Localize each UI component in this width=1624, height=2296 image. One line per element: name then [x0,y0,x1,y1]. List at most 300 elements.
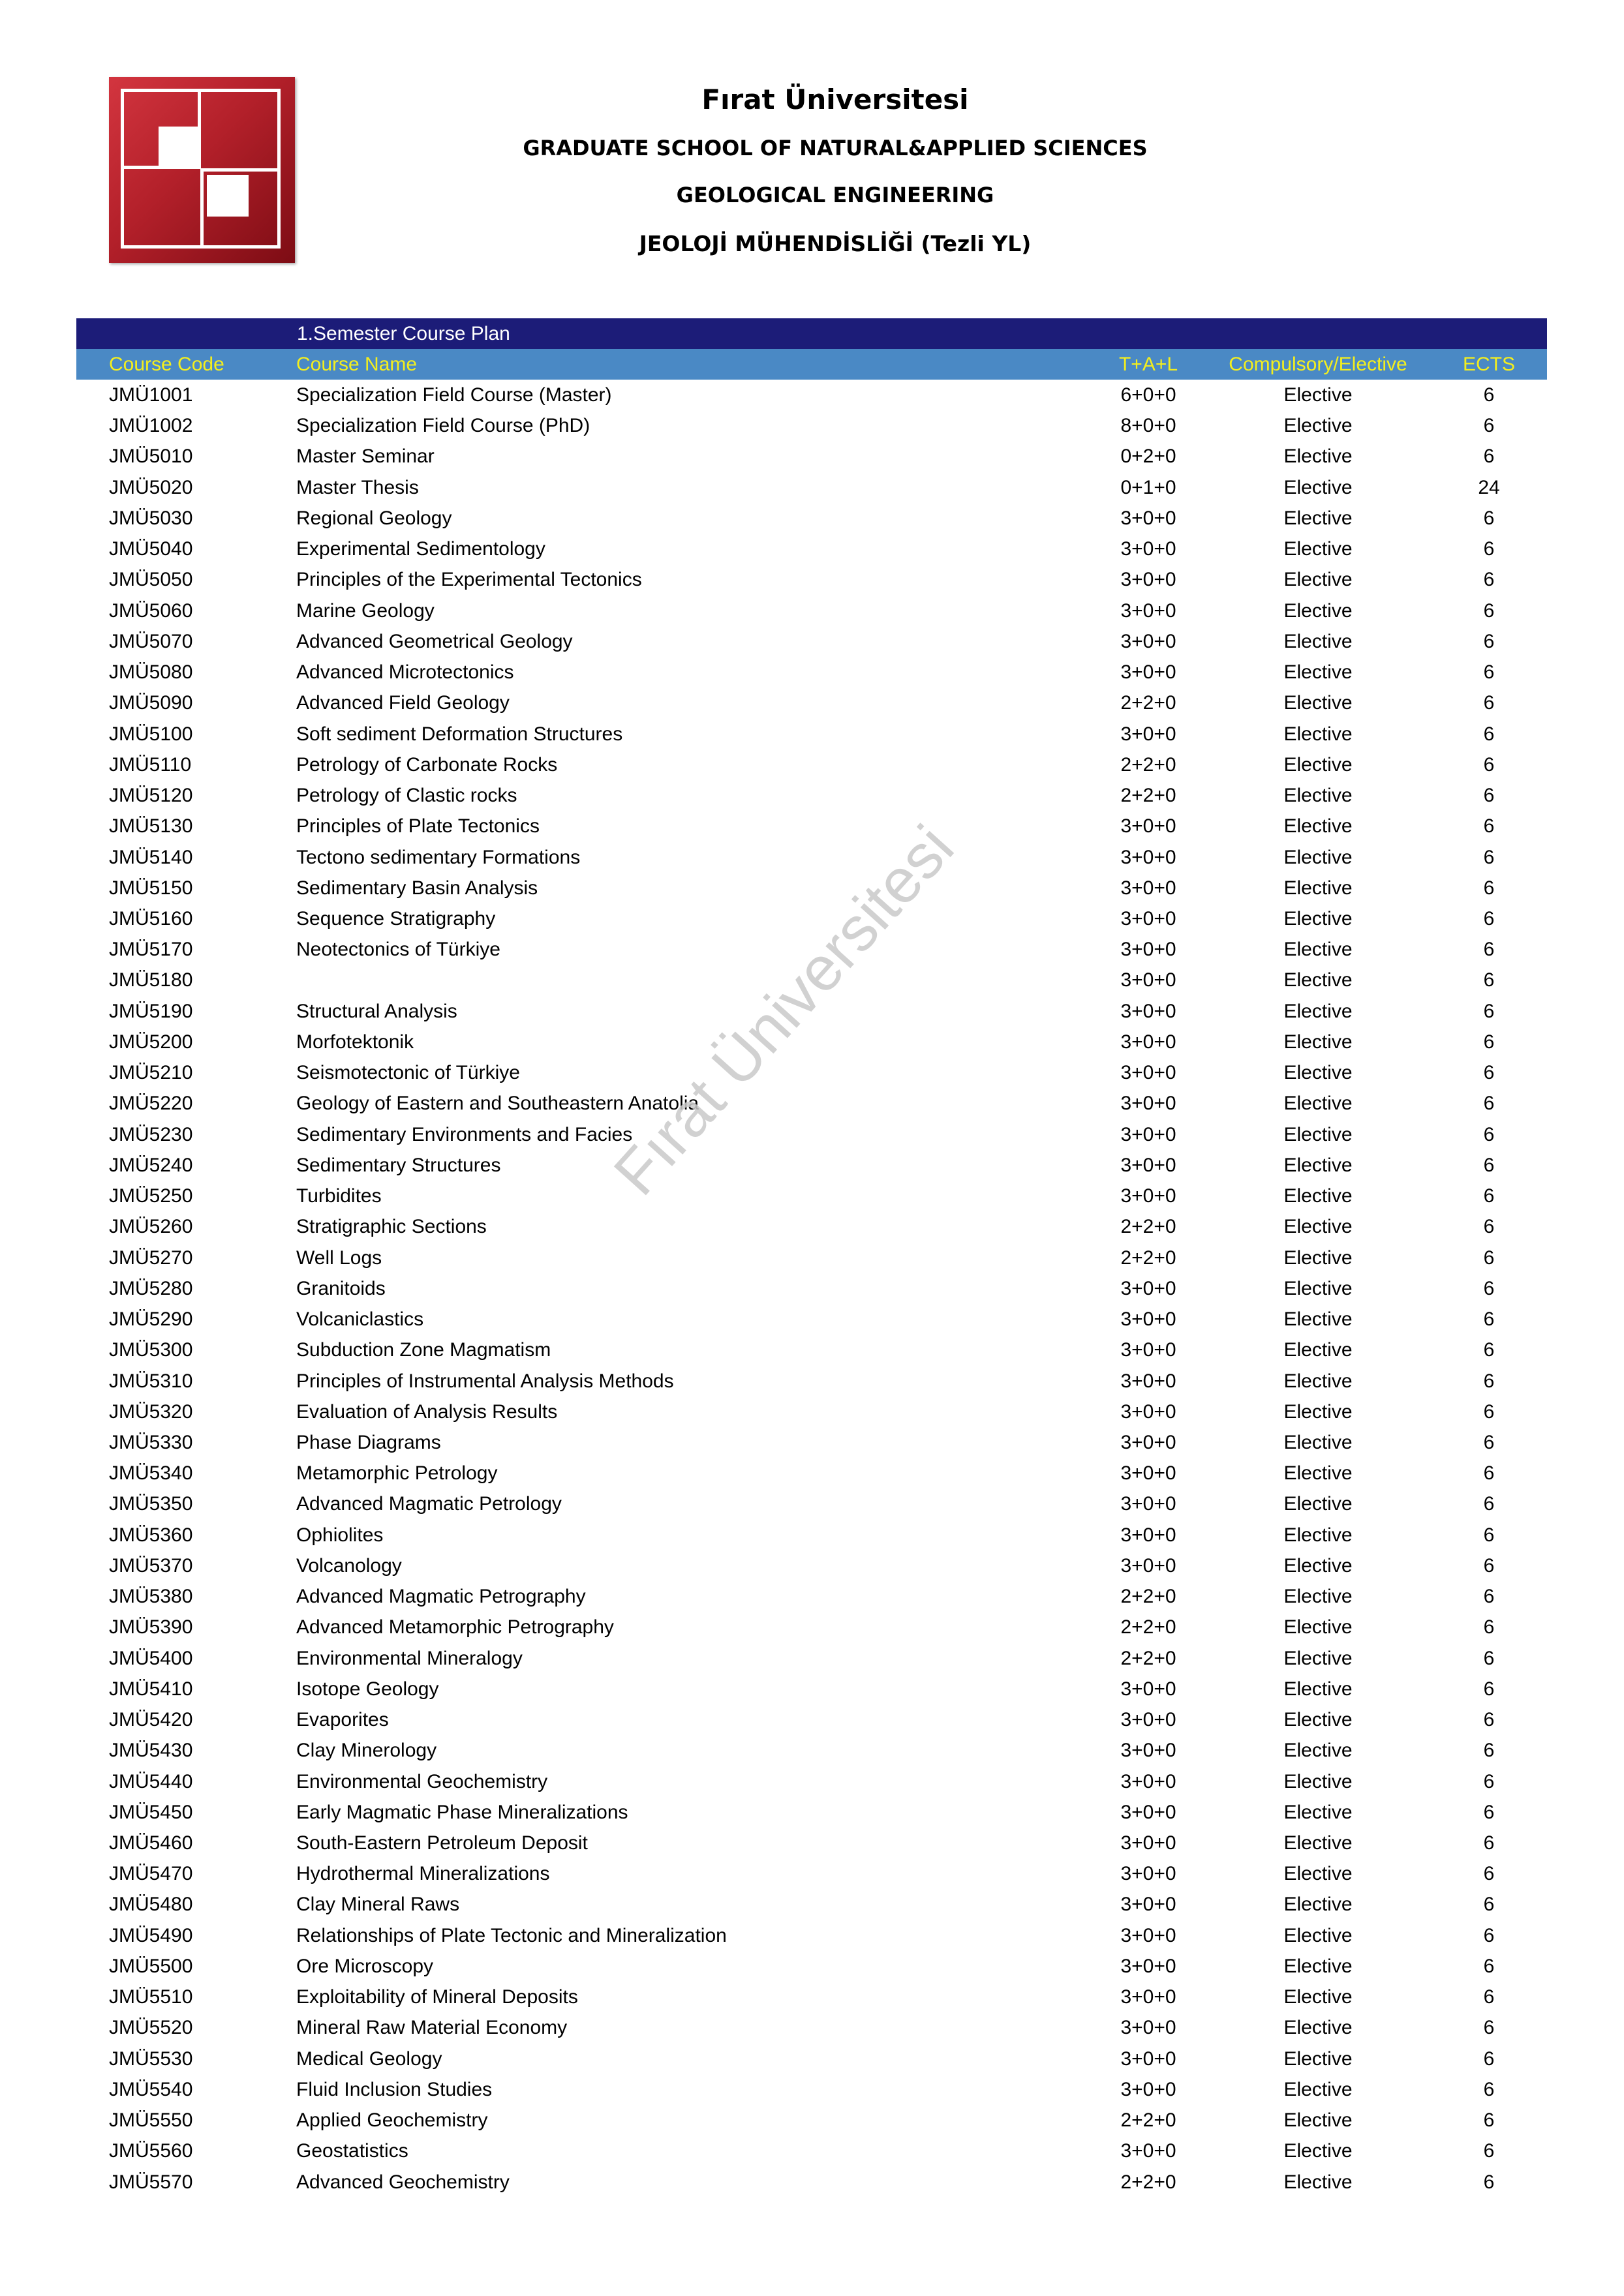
course-name: Stratigraphic Sections [296,1216,487,1238]
course-tal: 3+0+0 [1120,1924,1176,1946]
course-ects: 6 [1483,969,1495,991]
semester-title-bar [76,318,1547,349]
course-tal: 2+2+0 [1120,1246,1176,1269]
course-ects: 6 [1483,1339,1495,1361]
university-name: Fırat Üniversitesi [701,83,969,115]
course-code: JMÜ5300 [109,1339,193,1361]
course-name: Advanced Geometrical Geology [296,630,573,652]
course-type: Elective [1283,753,1353,776]
course-ects: 6 [1483,1801,1495,1823]
course-ects: 6 [1483,1093,1495,1115]
course-code: JMÜ5070 [109,630,193,652]
course-tal: 2+2+0 [1120,1647,1176,1669]
table-row [76,1520,1547,1550]
course-type: Elective [1283,1986,1353,2008]
course-tal: 3+0+0 [1120,1123,1176,1145]
header-course-code: Course Code [109,354,224,375]
course-code: JMÜ5460 [109,1832,193,1854]
course-name: Sedimentary Basin Analysis [296,877,538,899]
course-type: Elective [1283,599,1353,622]
table-row [76,2012,1547,2043]
course-code: JMÜ5270 [109,1246,193,1269]
course-name: Structural Analysis [296,1000,457,1022]
course-code: JMÜ5170 [109,939,193,961]
course-ects: 6 [1483,538,1495,560]
course-tal: 3+0+0 [1120,1955,1176,1977]
course-name: Geostatistics [296,2140,408,2162]
course-code: JMÜ5130 [109,815,193,838]
course-type: Elective [1283,1832,1353,1854]
course-code: JMÜ5250 [109,1185,193,1207]
table-row [76,842,1547,873]
course-name: Environmental Geochemistry [296,1770,548,1792]
course-tal: 3+0+0 [1120,1493,1176,1515]
course-code: JMÜ5050 [109,569,193,591]
course-name: Specialization Field Course (PhD) [296,415,590,437]
course-type: Elective [1283,939,1353,961]
university-logo-icon [109,77,295,263]
course-tal: 6+0+0 [1120,384,1176,406]
course-ects: 6 [1483,907,1495,929]
course-code: JMÜ5400 [109,1647,193,1669]
course-name: Applied Geochemistry [296,2109,488,2132]
course-ects: 6 [1483,1308,1495,1331]
course-name: Principles of Instrumental Analysis Methods [296,1370,674,1392]
course-code: JMÜ5430 [109,1740,193,1762]
course-ects: 6 [1483,569,1495,591]
course-ects: 6 [1483,846,1495,868]
course-tal: 3+0+0 [1120,1524,1176,1546]
course-type: Elective [1283,2171,1353,2193]
course-type: Elective [1283,476,1353,498]
table-row [76,1458,1547,1488]
course-tal: 8+0+0 [1120,415,1176,437]
table-body [76,380,1547,2198]
course-code: JMÜ5030 [109,507,193,529]
course-code: JMÜ5140 [109,846,193,868]
course-type: Elective [1283,1185,1353,1207]
course-type: Elective [1283,1863,1353,1885]
table-row [76,1674,1547,1704]
course-type: Elective [1283,661,1353,684]
table-row [76,596,1547,626]
course-ects: 6 [1483,1586,1495,1608]
table-row [76,1581,1547,1612]
header-course-name: Course Name [296,354,418,375]
course-type: Elective [1283,1154,1353,1176]
table-row [76,410,1547,441]
course-code: JMÜ5390 [109,1616,193,1639]
course-ects: 6 [1483,815,1495,838]
course-tal: 2+2+0 [1120,1586,1176,1608]
course-code: JMÜ5420 [109,1709,193,1731]
table-row [76,2136,1547,2166]
course-ects: 6 [1483,1832,1495,1854]
course-name: Subduction Zone Magmatism [296,1339,551,1361]
course-type: Elective [1283,2078,1353,2100]
course-type: Elective [1283,1339,1353,1361]
course-tal: 3+0+0 [1120,569,1176,591]
course-plan-table [76,318,1547,2198]
course-name: Principles of the Experimental Tectonics [296,569,642,591]
course-ects: 6 [1483,1647,1495,1669]
course-code: JMÜ5240 [109,1154,193,1176]
table-row [76,1643,1547,1674]
course-tal: 3+0+0 [1120,538,1176,560]
program-name: JEOLOJİ MÜHENDİSLİĞİ (Tezli YL) [639,231,1032,256]
course-ects: 6 [1483,1246,1495,1269]
table-row [76,1057,1547,1088]
course-ects: 6 [1483,384,1495,406]
course-tal: 3+0+0 [1120,1709,1176,1731]
table-row [76,472,1547,503]
course-code: JMÜ5370 [109,1554,193,1577]
course-tal: 3+0+0 [1120,2078,1176,2100]
course-code: JMÜ5350 [109,1493,193,1515]
course-tal: 0+1+0 [1120,476,1176,498]
course-code: JMÜ5040 [109,538,193,560]
course-ects: 6 [1483,1031,1495,1053]
course-name: Ore Microscopy [296,1955,434,1977]
course-ects: 6 [1483,1185,1495,1207]
table-row [76,2105,1547,2136]
table-row [76,503,1547,534]
course-ects: 6 [1483,1770,1495,1792]
course-code: JMÜ5510 [109,1986,193,2008]
course-code: JMÜ5380 [109,1586,193,1608]
course-name: Specialization Field Course (Master) [296,384,612,406]
course-name: Geology of Eastern and Southeastern Anatolia [296,1093,699,1115]
course-type: Elective [1283,815,1353,838]
course-type: Elective [1283,1277,1353,1299]
course-name: Mineral Raw Material Economy [296,2017,568,2039]
table-row [76,1088,1547,1119]
course-name: Phase Diagrams [296,1431,441,1453]
course-tal: 3+0+0 [1120,1431,1176,1453]
course-tal: 2+2+0 [1120,692,1176,714]
table-row [76,626,1547,657]
course-ects: 6 [1483,1431,1495,1453]
course-code: JMÜ5020 [109,476,193,498]
course-type: Elective [1283,1709,1353,1731]
table-row [76,780,1547,811]
course-tal: 2+2+0 [1120,2171,1176,2193]
course-ects: 6 [1483,1062,1495,1084]
course-code: JMÜ5230 [109,1123,193,1145]
course-ects: 6 [1483,1462,1495,1485]
course-ects: 6 [1483,1616,1495,1639]
course-type: Elective [1283,1031,1353,1053]
course-code: JMÜ5330 [109,1431,193,1453]
table-row [76,1304,1547,1335]
course-tal: 3+0+0 [1120,1185,1176,1207]
course-name: Early Magmatic Phase Mineralizations [296,1801,628,1823]
course-name: Medical Geology [296,2047,442,2070]
table-row [76,1982,1547,2012]
course-name: Advanced Metamorphic Petrography [296,1616,614,1639]
course-name: Regional Geology [296,507,452,529]
course-tal: 3+0+0 [1120,939,1176,961]
course-code: JMÜ5310 [109,1370,193,1392]
department-name: GEOLOGICAL ENGINEERING [676,183,994,207]
course-name: Clay Minerology [296,1740,437,1762]
table-row [76,1889,1547,1920]
course-type: Elective [1283,1894,1353,1916]
table-row [76,1181,1547,1211]
course-ects: 6 [1483,1955,1495,1977]
course-code: JMÜ5410 [109,1678,193,1700]
course-name: Experimental Sedimentology [296,538,545,560]
course-name: Sedimentary Structures [296,1154,501,1176]
course-code: JMÜ5320 [109,1400,193,1423]
course-code: JMÜ5160 [109,907,193,929]
course-name: Isotope Geology [296,1678,439,1700]
course-tal: 3+0+0 [1120,907,1176,929]
course-ects: 6 [1483,1863,1495,1885]
course-tal: 3+0+0 [1120,1554,1176,1577]
table-row [76,1150,1547,1181]
course-code: JMÜ1002 [109,415,193,437]
course-ects: 24 [1478,476,1500,498]
table-row [76,1550,1547,1581]
header-compulsory-elective: Compulsory/Elective [1229,354,1407,375]
course-ects: 6 [1483,1924,1495,1946]
course-name: Master Thesis [296,476,419,498]
course-ects: 6 [1483,2171,1495,2193]
course-code: JMÜ5260 [109,1216,193,1238]
table-row [76,380,1547,410]
course-code: JMÜ5280 [109,1277,193,1299]
table-row [76,1488,1547,1519]
course-ects: 6 [1483,1986,1495,2008]
course-name: Sedimentary Environments and Facies [296,1123,633,1145]
course-name: Evaluation of Analysis Results [296,1400,558,1423]
table-row [76,2074,1547,2105]
table-row [76,873,1547,903]
course-name: Relationships of Plate Tectonic and Mineralization [296,1924,727,1946]
course-name: Advanced Magmatic Petrography [296,1586,586,1608]
table-row [76,1427,1547,1458]
course-code: JMÜ5100 [109,723,193,745]
course-code: JMÜ5540 [109,2078,193,2100]
course-ects: 6 [1483,661,1495,684]
table-row [76,1797,1547,1828]
course-tal: 3+0+0 [1120,2017,1176,2039]
course-ects: 6 [1483,1493,1495,1515]
course-type: Elective [1283,1493,1353,1515]
course-code: JMÜ5060 [109,599,193,622]
course-tal: 3+0+0 [1120,1801,1176,1823]
course-tal: 3+0+0 [1120,630,1176,652]
course-tal: 2+2+0 [1120,1616,1176,1639]
course-name: Exploitability of Mineral Deposits [296,1986,578,2008]
course-type: Elective [1283,2047,1353,2070]
table-row [76,1243,1547,1273]
course-type: Elective [1283,1400,1353,1423]
course-tal: 3+0+0 [1120,599,1176,622]
course-type: Elective [1283,1586,1353,1608]
course-tal: 3+0+0 [1120,1154,1176,1176]
course-code: JMÜ5180 [109,969,193,991]
course-ects: 6 [1483,1740,1495,1762]
course-type: Elective [1283,1740,1353,1762]
course-type: Elective [1283,692,1353,714]
course-ects: 6 [1483,1524,1495,1546]
course-ects: 6 [1483,2078,1495,2100]
course-type: Elective [1283,384,1353,406]
course-tal: 3+0+0 [1120,507,1176,529]
course-type: Elective [1283,969,1353,991]
course-name: Volcaniclastics [296,1308,424,1331]
course-name: Advanced Microtectonics [296,661,514,684]
table-row [76,1828,1547,1858]
course-code: JMÜ5150 [109,877,193,899]
course-type: Elective [1283,1246,1353,1269]
course-tal: 3+0+0 [1120,1462,1176,1485]
course-name: Advanced Magmatic Petrology [296,1493,562,1515]
course-ects: 6 [1483,1123,1495,1145]
course-type: Elective [1283,1431,1353,1453]
table-row [76,719,1547,749]
course-type: Elective [1283,2017,1353,2039]
course-type: Elective [1283,1123,1353,1145]
course-tal: 3+0+0 [1120,1277,1176,1299]
course-type: Elective [1283,2140,1353,2162]
course-tal: 2+2+0 [1120,753,1176,776]
course-name: Principles of Plate Tectonics [296,815,540,838]
course-name: Sequence Stratigraphy [296,907,496,929]
course-code: JMÜ5340 [109,1462,193,1485]
course-name: South-Eastern Petroleum Deposit [296,1832,588,1854]
table-row [76,1920,1547,1951]
table-row [76,1335,1547,1365]
course-name: Metamorphic Petrology [296,1462,498,1485]
course-name: Clay Mineral Raws [296,1894,460,1916]
table-row [76,1119,1547,1150]
course-code: JMÜ5210 [109,1062,193,1084]
course-name: Hydrothermal Mineralizations [296,1863,550,1885]
course-type: Elective [1283,1616,1353,1639]
course-code: JMÜ5200 [109,1031,193,1053]
course-name: Master Seminar [296,446,435,468]
course-code: JMÜ5120 [109,785,193,807]
course-code: JMÜ5450 [109,1801,193,1823]
course-name: Well Logs [296,1246,382,1269]
course-code: JMÜ5550 [109,2109,193,2132]
table-row [76,1766,1547,1797]
table-header-row [76,349,1547,380]
course-ects: 6 [1483,1216,1495,1238]
course-ects: 6 [1483,1894,1495,1916]
course-tal: 3+0+0 [1120,723,1176,745]
course-ects: 6 [1483,415,1495,437]
course-ects: 6 [1483,1678,1495,1700]
course-type: Elective [1283,1462,1353,1485]
course-tal: 3+0+0 [1120,1863,1176,1885]
table-row [76,1211,1547,1242]
course-tal: 2+2+0 [1120,785,1176,807]
course-type: Elective [1283,2109,1353,2132]
table-row [76,564,1547,595]
course-code: JMÜ5530 [109,2047,193,2070]
course-type: Elective [1283,446,1353,468]
course-tal: 3+0+0 [1120,1093,1176,1115]
course-name: Environmental Mineralogy [296,1647,523,1669]
course-ects: 6 [1483,785,1495,807]
course-tal: 3+0+0 [1120,1308,1176,1331]
course-tal: 3+0+0 [1120,815,1176,838]
course-ects: 6 [1483,1554,1495,1577]
course-code: JMÜ5440 [109,1770,193,1792]
course-type: Elective [1283,1647,1353,1669]
course-ects: 6 [1483,723,1495,745]
course-code: JMÜ5570 [109,2171,193,2193]
table-row [76,1612,1547,1642]
school-name: GRADUATE SCHOOL OF NATURAL&APPLIED SCIENCES [523,136,1148,160]
course-type: Elective [1283,569,1353,591]
course-name: Marine Geology [296,599,435,622]
course-ects: 6 [1483,2140,1495,2162]
course-type: Elective [1283,1000,1353,1022]
course-ects: 6 [1483,446,1495,468]
course-code: JMÜ5490 [109,1924,193,1946]
table-row [76,1951,1547,1982]
course-name: Soft sediment Deformation Structures [296,723,623,745]
course-tal: 3+0+0 [1120,2140,1176,2162]
course-type: Elective [1283,1062,1353,1084]
table-row [76,687,1547,718]
course-tal: 3+0+0 [1120,1000,1176,1022]
course-tal: 2+2+0 [1120,1216,1176,1238]
course-tal: 3+0+0 [1120,661,1176,684]
course-code: JMÜ5290 [109,1308,193,1331]
course-tal: 3+0+0 [1120,1770,1176,1792]
course-type: Elective [1283,1216,1353,1238]
table-row [76,1366,1547,1397]
course-type: Elective [1283,723,1353,745]
course-tal: 3+0+0 [1120,1400,1176,1423]
course-name: Advanced Field Geology [296,692,510,714]
course-name: Turbidites [296,1185,382,1207]
course-name: Petrology of Clastic rocks [296,785,517,807]
course-code: JMÜ5520 [109,2017,193,2039]
table-row [76,749,1547,780]
course-ects: 6 [1483,1154,1495,1176]
course-type: Elective [1283,1370,1353,1392]
course-type: Elective [1283,630,1353,652]
course-ects: 6 [1483,630,1495,652]
course-tal: 3+0+0 [1120,1678,1176,1700]
course-type: Elective [1283,507,1353,529]
course-ects: 6 [1483,692,1495,714]
course-type: Elective [1283,1554,1353,1577]
course-code: JMÜ5220 [109,1093,193,1115]
course-name: Fluid Inclusion Studies [296,2078,493,2100]
course-tal: 3+0+0 [1120,1986,1176,2008]
course-ects: 6 [1483,1370,1495,1392]
course-ects: 6 [1483,507,1495,529]
course-tal: 2+2+0 [1120,2109,1176,2132]
course-code: JMÜ5560 [109,2140,193,2162]
course-code: JMÜ5090 [109,692,193,714]
course-name: Tectono sedimentary Formations [296,846,581,868]
course-code: JMÜ1001 [109,384,193,406]
table-row [76,441,1547,472]
course-name: Ophiolites [296,1524,384,1546]
course-code: JMÜ5480 [109,1894,193,1916]
table-row [76,2167,1547,2198]
course-ects: 6 [1483,939,1495,961]
